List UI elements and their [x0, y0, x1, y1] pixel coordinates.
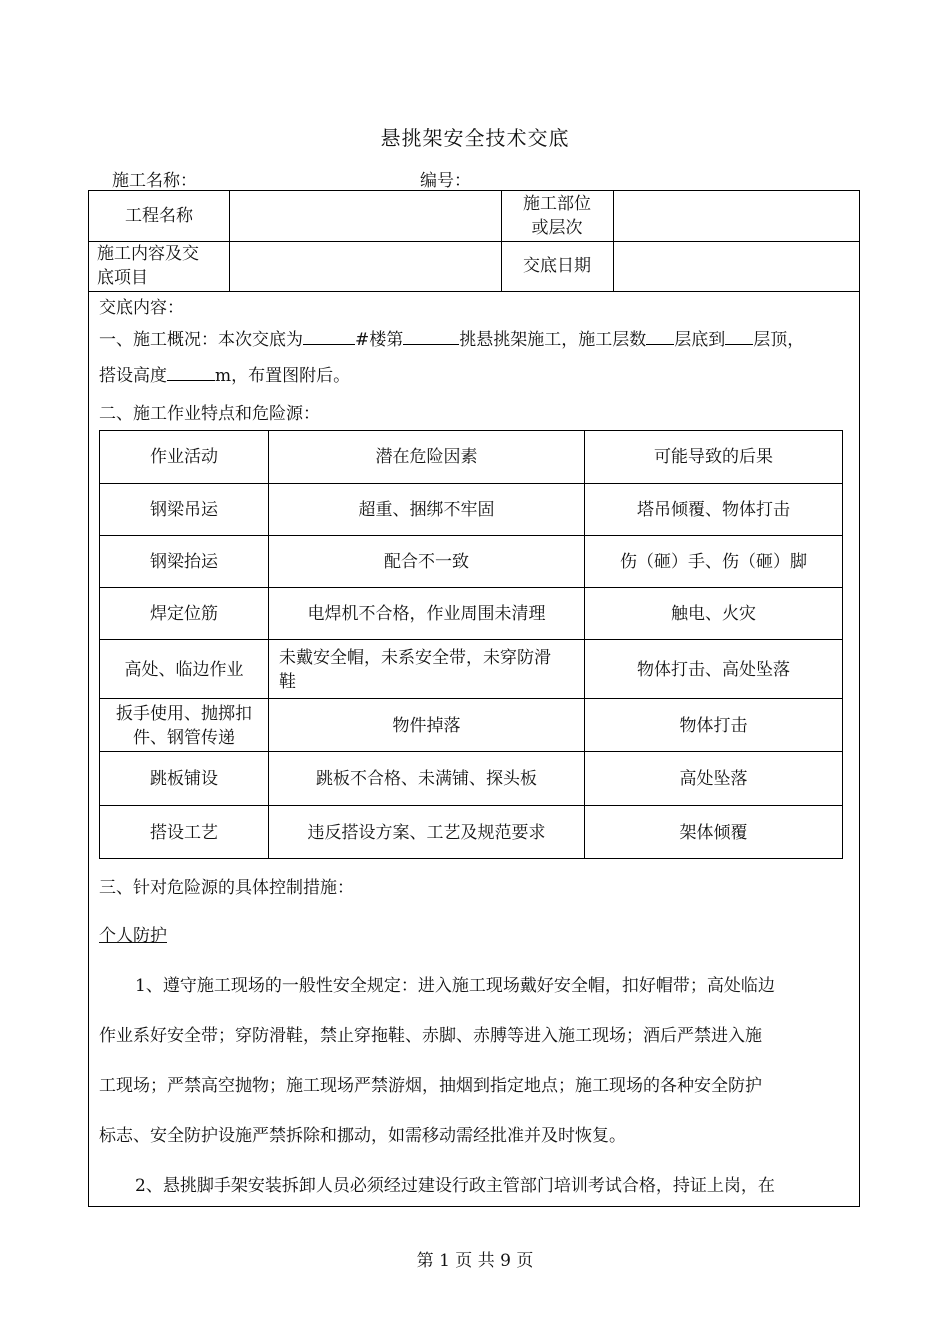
location-label: [501, 191, 613, 241]
location-label-line2: 或层次: [531, 218, 583, 238]
table-row: [100, 639, 842, 699]
activity-cell: 钢梁抬运: [150, 552, 218, 572]
activity-cell: 高处、临边作业: [124, 659, 244, 680]
activity-cell-line2: 件、钢管传递: [133, 727, 235, 748]
activity-cell: 搭设工艺: [150, 822, 218, 843]
activity-cell: [100, 699, 268, 752]
hazard-cell-line2: 鞋: [279, 671, 296, 692]
page-number: 第 1 页 共 9 页: [416, 1251, 534, 1271]
paragraph-1-line-3: 工现场；严禁高空抛物；施工现场严禁游烟，抽烟到指定地点；施工现场的各种安全防护: [99, 1076, 762, 1096]
hazard-cell: 配合不一致: [384, 552, 469, 572]
header-hazard: 潜在危险因素: [375, 447, 478, 467]
table-row: [100, 698, 842, 752]
table-row: [100, 535, 842, 588]
date-label: 交底日期: [523, 256, 591, 276]
consequence-cell: 架体倾覆: [679, 822, 748, 843]
table-row: [100, 587, 842, 640]
content-label-line1: 施工内容及交: [97, 244, 199, 264]
consequence-cell: 伤（砸）手、伤（砸）脚: [620, 552, 807, 572]
briefing-form: [88, 190, 860, 1207]
height-blank[interactable]: [167, 362, 215, 381]
document-title: 悬挑架安全技术交底: [380, 126, 570, 150]
content-label-line2: 底项目: [97, 268, 148, 288]
activity-cell: 焊定位筋: [150, 604, 218, 624]
construction-name-label: 施工名称：: [112, 171, 197, 191]
table-row: [100, 483, 842, 536]
overview-line-1: 一、施工概况：本次交底为 #楼第 挑悬挑架施工，施工层数 层底到 层顶，: [99, 325, 804, 350]
consequence-cell: 触电、火灾: [671, 604, 756, 624]
activity-cell: 钢梁吊运: [150, 500, 218, 520]
consequence-cell: 高处坠落: [679, 769, 748, 789]
consequence-cell: 塔吊倾覆、物体打击: [637, 500, 790, 520]
consequence-cell: 物体打击: [679, 715, 748, 736]
hazard-cell: [269, 640, 584, 699]
personal-protection-heading: 个人防护: [99, 926, 167, 946]
top-floor-blank[interactable]: [725, 326, 753, 345]
consequence-cell: 物体打击、高处坠落: [637, 659, 790, 680]
header-consequence: 可能导致的后果: [654, 447, 773, 467]
floors-blank[interactable]: [646, 326, 674, 345]
date-field[interactable]: [614, 241, 860, 291]
intro-text: 交底内容：: [99, 298, 184, 318]
content-field[interactable]: [230, 241, 500, 291]
project-name-field[interactable]: [230, 191, 500, 241]
hazard-cell: 跳板不合格、未满铺、探头板: [316, 769, 537, 789]
project-name-label: 工程名称: [125, 206, 193, 226]
paragraph-2-line-1: 2、悬挑脚手架安装拆卸人员必须经过建设行政主管部门培训考试合格，持证上岗，在: [135, 1176, 775, 1196]
activity-cell-line1: 扳手使用、抛掷扣: [116, 703, 252, 724]
paragraph-1-line-1: 1、遵守施工现场的一般性安全规定：进入施工现场戴好安全帽，扣好帽带；高处临边: [135, 976, 775, 996]
table-row: [100, 751, 842, 806]
paragraph-1-line-4: 标志、安全防护设施严禁拆除和挪动，如需移动需经批准并及时恢复。: [99, 1126, 626, 1146]
activity-cell: 跳板铺设: [150, 769, 218, 789]
control-measures-heading: 三、针对危险源的具体控制措施：: [99, 878, 354, 898]
hazard-section-heading: 二、施工作业特点和危险源：: [99, 404, 320, 424]
location-label-line1: 施工部位: [523, 194, 591, 214]
hazard-cell: 电焊机不合格，作业周围未清理: [307, 604, 546, 624]
location-field[interactable]: [614, 191, 860, 241]
hazard-cell: 超重、捆绑不牢固: [358, 500, 495, 520]
table-row: [100, 805, 842, 859]
header-activity: 作业活动: [150, 447, 218, 467]
hazard-cell: 违反搭设方案、工艺及规范要求: [307, 822, 546, 843]
hazard-header-row: [100, 431, 842, 483]
hazard-cell-line1: 未戴安全帽，未系安全带，未穿防滑: [279, 647, 551, 668]
number-label: 编号：: [420, 171, 471, 191]
overview-line-2: 搭设高度 m，布置图附后。: [99, 361, 350, 386]
paragraph-1-line-2: 作业系好安全带；穿防滑鞋，禁止穿拖鞋、赤脚、赤膊等进入施工现场；酒后严禁进入施: [99, 1026, 762, 1046]
hazard-table: [99, 430, 843, 859]
row-divider: [89, 291, 859, 292]
content-label: [97, 241, 229, 291]
building-blank[interactable]: [303, 326, 355, 345]
hazard-cell: 物件掉落: [392, 715, 461, 736]
level-blank[interactable]: [403, 326, 459, 345]
